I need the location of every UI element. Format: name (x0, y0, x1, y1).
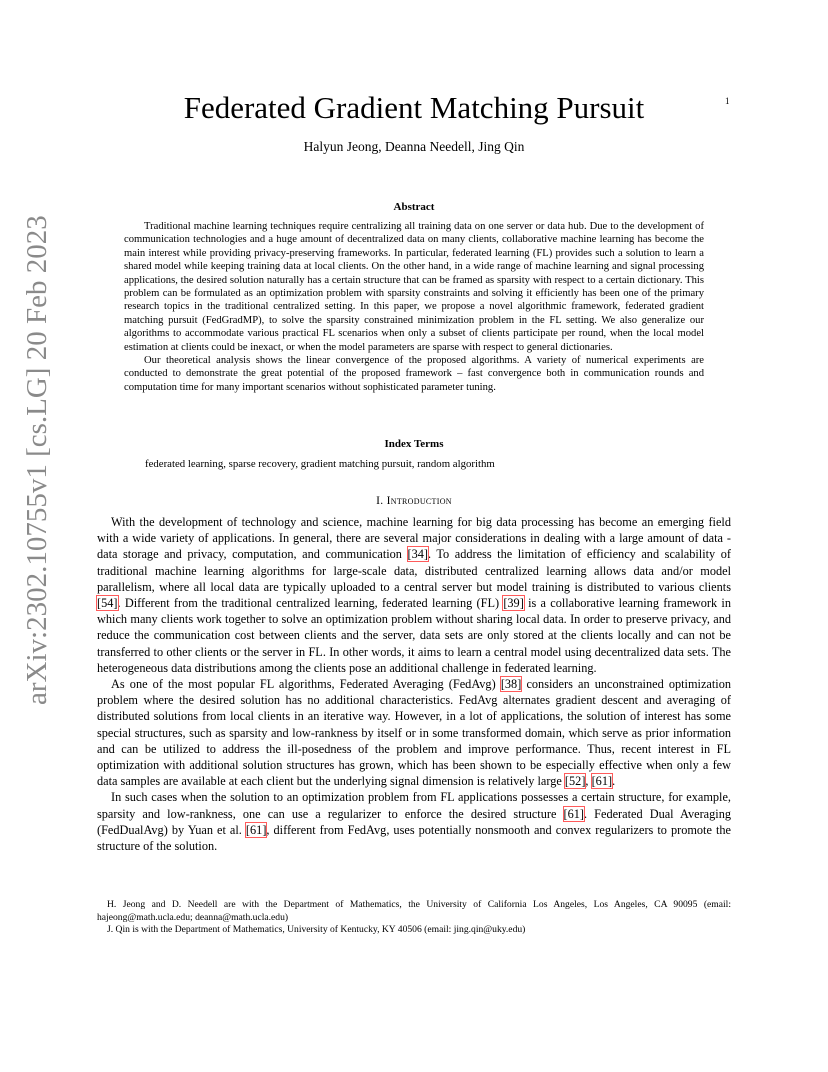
text-run: , different from FedAvg, uses potentially nonsmooth and convex regularizers to promote the structure of the solution. (97, 822, 731, 854)
abstract-heading: Abstract (393, 201, 435, 213)
index-terms-heading: Index Terms (384, 438, 444, 450)
citation-link[interactable]: [61] (591, 774, 613, 789)
abstract-body (124, 220, 704, 394)
citation-link[interactable]: [54] (97, 596, 118, 611)
abstract-paragraph: Our theoretical analysis shows the linear convergence of the proposed algorithms. A variety of numerical experiments are conducted to demonstrate the great potential of the proposed framework – fast convergence both in communication rounds and computation time for many important scenarios without sophisticated parameter tuning. (124, 355, 704, 393)
text-run: , (585, 774, 592, 789)
text-run: . Different from the traditional centralized learning, federated learning (FL) (117, 596, 504, 611)
footnote: J. Qin is with the Department of Mathematics, University of Kentucky, KY 40506 (email: jing.qin@uky.edu) (107, 924, 526, 936)
section-number: I. (376, 495, 384, 507)
body-paragraph (97, 514, 731, 676)
citation-link[interactable]: [52] (564, 774, 586, 789)
body-paragraph (97, 789, 731, 854)
text-run: considers an unconstrained optimization problem where the desired solution has no additional characteristics. FedAvg alternates gradient descent and averaging of distributed solutions from local clients in an iterative way. However, in a lot of applications, the solution of interest has some special structures, such as sparsity and low-rankness by itself or in some transformed domain, which serve as prior information and can be utilized to address the ill-posedness of the problem and improve performance. Thus, recent interest in FL optimization with additional solution structures has grown, which has been shown to be especially effective when only a few data samples are available at each client but the underlying signal dimension is relatively large (97, 677, 731, 789)
citation-link[interactable]: [38] (500, 677, 522, 692)
page-number: 1 (725, 96, 730, 106)
text-run: . To address the limitation of efficiency and scalability of traditional machine learning algorithms for large-scale data, distributed centralized learning allows data and/or model parallelism, where all local data are typically uploaded to a central server but model training is distributed to various clients (97, 547, 731, 594)
text-run: As one of the most popular FL algorithms, Federated Averaging (FedAvg) (111, 677, 501, 692)
body-paragraph (97, 676, 731, 789)
text-run: . (612, 774, 616, 789)
section-heading (0, 495, 828, 507)
footnote: H. Jeong and D. Needell are with the Department of Mathematics, the University of California Los Angeles, Los Angeles, CA 90095 (email: hajeong@math.ucla.edu; deanna@math.ucla.edu) (97, 899, 731, 923)
text-run: In such cases when the solution to an optimization problem from FL applications possesses a certain structure, for example, sparsity and low-rankness, one can use a regularizer to enforce the desired structure (97, 790, 731, 821)
text-run: With the development of technology and science, machine learning for big data processing has become an emerging field with a wide variety of applications. In general, there are several major considerations in dealing with a large amount of data - data storage and privacy, computation, and communication (97, 515, 731, 562)
paper-title: Federated Gradient Matching Pursuit (183, 90, 645, 125)
section-title: Introduction (386, 495, 452, 507)
citation-link[interactable]: [39] (503, 596, 524, 611)
author-list: Halyun Jeong, Deanna Needell, Jing Qin (303, 139, 525, 154)
text-run: . Federated Dual Averaging (FedDualAvg) by Yuan et al. (97, 806, 731, 837)
arxiv-identifier-sidebar: arXiv:2302.10755v1 [cs.LG] 20 Feb 2023 (21, 215, 53, 705)
index-terms-text: federated learning, sparse recovery, gradient matching pursuit, random algorithm (145, 458, 495, 470)
citation-link[interactable]: [61] (563, 806, 584, 821)
abstract-paragraph: Traditional machine learning techniques require centralizing all training data on one server or data hub. Due to the development of communication technologies and a huge amount of decentralized data on many clients, collaborative machine learning has become the main interest while providing privacy-preserving frameworks. In particular, federated learning (FL) provides such a solution to learn a shared model while keeping training data at local clients. On the other hand, in a wide range of machine learning and signal processing applications, the desired solution naturally has a certain structure that can be framed as sparsity with respect to a certain dictionary. This problem can be formulated as an optimization problem with sparsity constraints and solving it efficiently has been one of the primary research topics in the traditional centralized setting. In this paper, we propose a novel algorithmic framework, federated gradient matching pursuit (FedGradMP), to solve the sparsity constrained minimization problem in the FL setting. We also generalize our algorithms to accommodate various practical FL scenarios when only a subset of clients participate per round, when the local model estimation at clients could be inexact, or when the model parameters are sparse with respect to general dictionaries. (124, 221, 704, 353)
citation-link[interactable]: [61] (245, 822, 267, 837)
text-run: is a collaborative learning framework in which many clients work together to solve an optimization problem without sharing local data. In order to preserve privacy, and reduce the communication cost between clients and the server, data sets are only stored at the clients locally and can not be transferred to other clients or the server in FL. In other words, it aims to learn a central model using decentralized data sets. The heterogeneous data distributions among the clients pose an additional challenge in federated learning. (97, 596, 731, 675)
introduction-body (97, 514, 731, 854)
footnotes (97, 899, 731, 937)
citation-link[interactable]: [34] (407, 547, 428, 562)
